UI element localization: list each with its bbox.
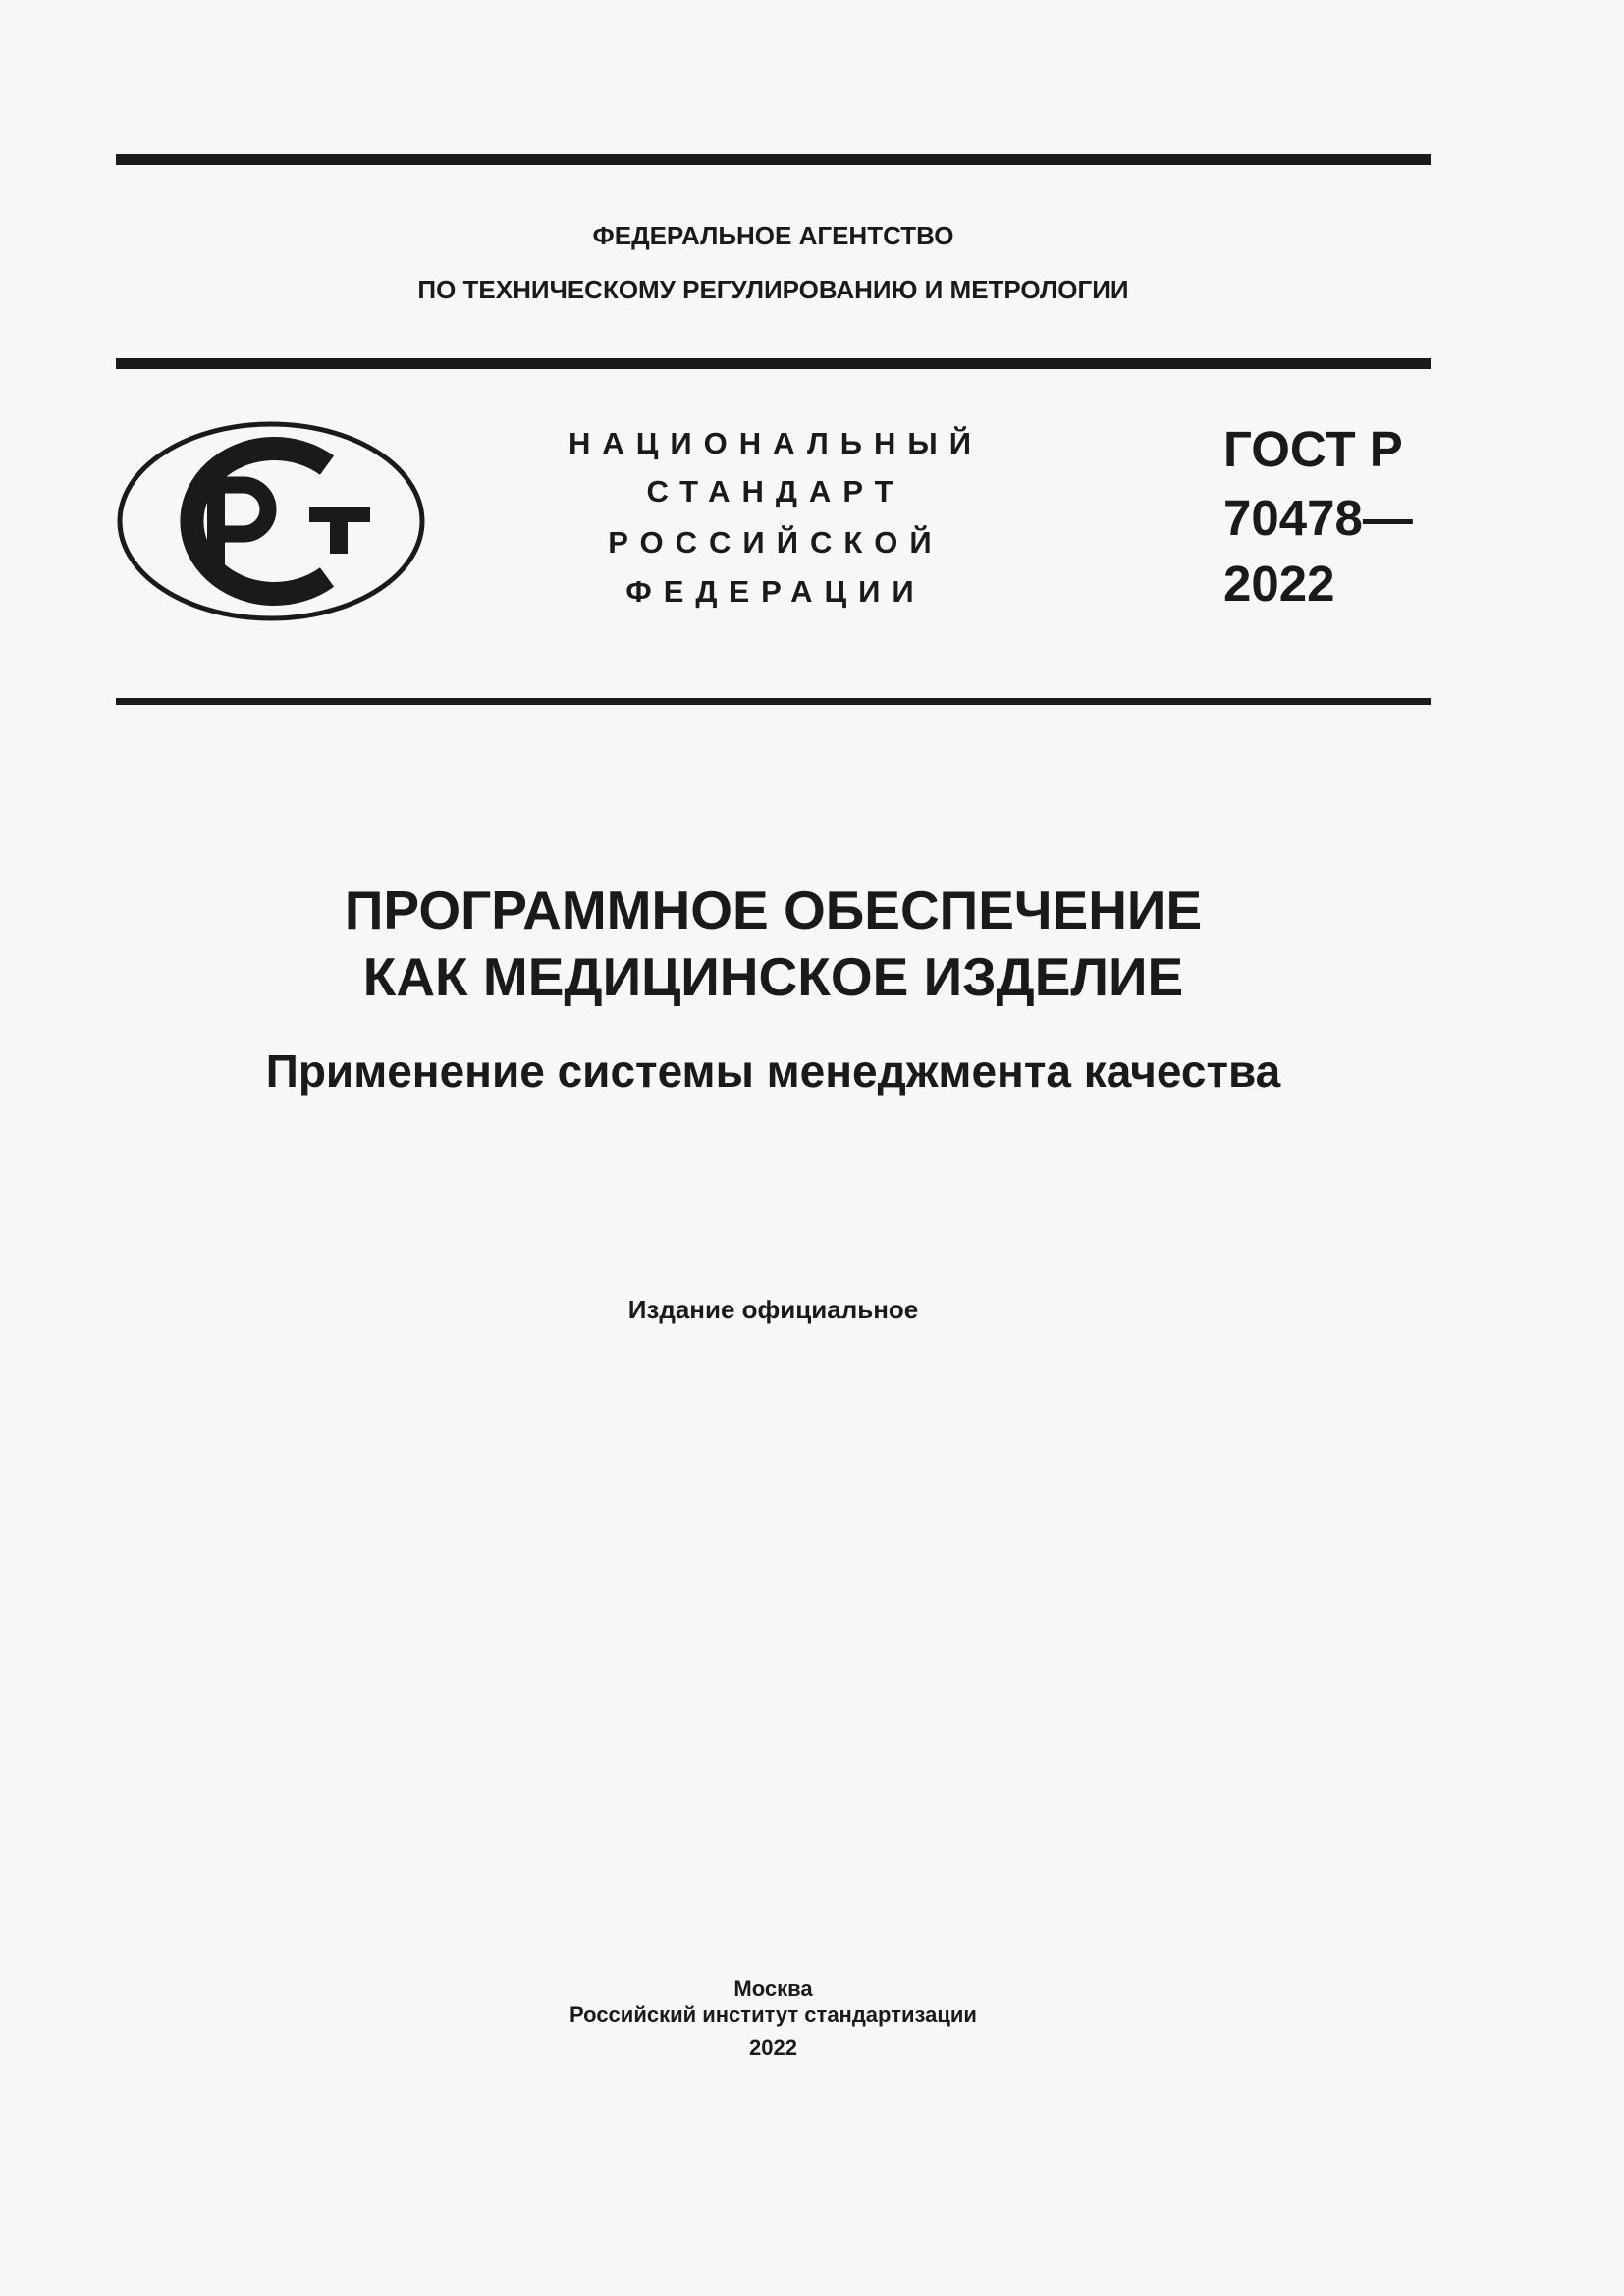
standard-kind-line-2: СТАНДАРТ (646, 474, 905, 508)
document-subtitle: Применение системы менеджмента качества (265, 1045, 1281, 1096)
standard-designation-line-1: ГОСТ Р (1223, 421, 1403, 477)
document-title-line-2: КАК МЕДИЦИНСКОЕ ИЗДЕЛИЕ (362, 946, 1184, 1007)
standard-kind-line-1: НАЦИОНАЛЬНЫЙ (568, 426, 984, 460)
standard-designation-line-3: 2022 (1223, 556, 1335, 612)
logo-section-rule (116, 698, 1431, 705)
rst-conformity-mark-icon (116, 420, 426, 622)
standard-kind-line-3: РОССИЙСКОЙ (608, 525, 944, 560)
imprint-year: 2022 (749, 2035, 797, 2059)
document-title-line-1: ПРОГРАММНОЕ ОБЕСПЕЧЕНИЕ (344, 880, 1203, 940)
imprint-publisher: Российский институт стандартизации (569, 2002, 977, 2027)
top-rule (116, 154, 1431, 165)
agency-name-line-1: ФЕДЕРАЛЬНОЕ АГЕНТСТВО (592, 221, 954, 250)
standard-designation-line-2: 70478— (1223, 490, 1413, 546)
agency-name-line-2: ПО ТЕХНИЧЕСКОМУ РЕГУЛИРОВАНИЮ И МЕТРОЛОГИИ (417, 275, 1129, 304)
edition-label: Издание официальное (627, 1295, 919, 1324)
header-rule (116, 358, 1431, 369)
imprint-city: Москва (733, 1976, 813, 2001)
standard-kind-line-4: ФЕДЕРАЦИИ (625, 574, 926, 609)
